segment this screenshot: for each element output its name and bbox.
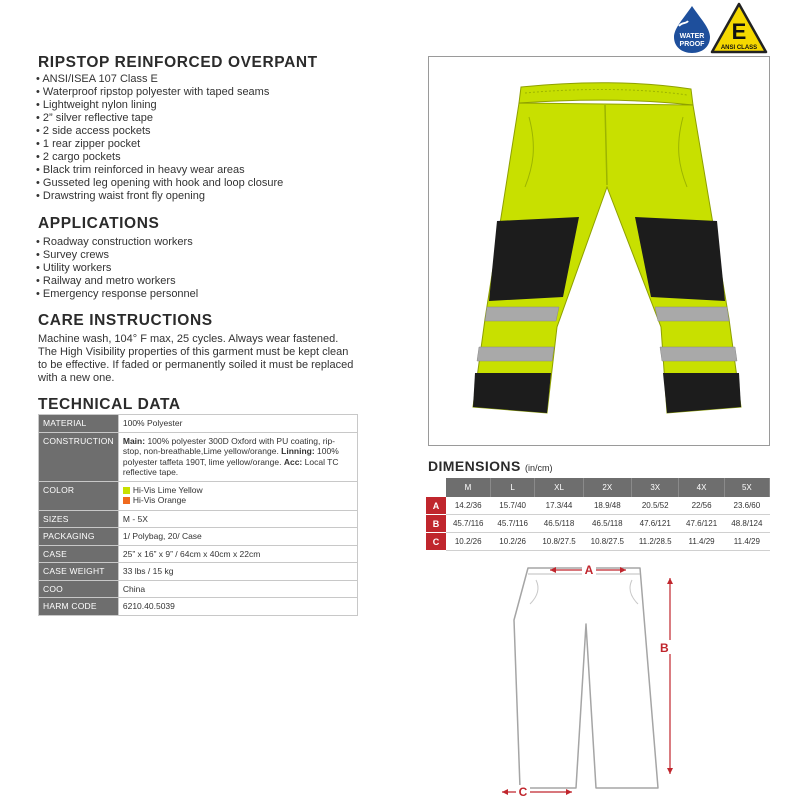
product-title: RIPSTOP REINFORCED OVERPANT (38, 54, 318, 71)
table-row (39, 432, 358, 481)
table-cell: 45.7/116 (446, 515, 490, 533)
color-name: Hi-Vis Orange (132, 495, 187, 505)
technical-heading: TECHNICAL DATA (38, 396, 181, 413)
main-text: 100% polyester 300D Oxford with PU coating, rip-stop, non-breathable,Lime yellow/orange. (122, 435, 335, 456)
label-c: C (518, 785, 528, 799)
color-value (118, 481, 357, 510)
color-name: Hi-Vis Lime Yellow (132, 484, 203, 495)
table-row (39, 580, 358, 598)
corner-cell (426, 478, 446, 497)
list-item: • Roadway construction workers (36, 236, 198, 249)
list-item: • 2” silver reflective tape (36, 112, 283, 125)
table-row (39, 481, 358, 510)
table-cell: 14.2/36 (446, 497, 490, 515)
orange-swatch (123, 497, 130, 504)
waterproof-line2: PROOF (679, 41, 705, 48)
applications-list (36, 236, 198, 301)
row-label-b: B (426, 515, 446, 533)
main-label: Main: (122, 435, 146, 446)
table-row (39, 415, 358, 433)
list-item: • 2 cargo pockets (36, 151, 283, 164)
case-label: CASE (39, 545, 119, 563)
table-row (39, 563, 358, 581)
material-value: 100% Polyester (118, 415, 357, 433)
list-item: • Utility workers (36, 262, 198, 275)
dimensions-heading (428, 458, 552, 474)
harm-code-label: HARM CODE (39, 598, 119, 616)
table-cell: 10.8/27.5 (583, 533, 631, 551)
table-row (426, 515, 770, 533)
table-row (39, 510, 358, 528)
measurement-diagram (500, 560, 700, 800)
coo-label: COO (39, 580, 119, 598)
list-item: • 1 rear zipper pocket (36, 138, 283, 151)
lining-text: 100% polyester taffeta 190T, lime yellow/orange. (122, 446, 339, 467)
row-label-c: C (426, 533, 446, 551)
table-row (39, 598, 358, 616)
lime-swatch (123, 487, 130, 494)
ansi-class-e-badge-icon (710, 2, 768, 54)
material-label: MATERIAL (39, 415, 119, 433)
waterproof-badge-icon (670, 4, 714, 54)
table-cell: 11.4/29 (724, 533, 769, 551)
table-cell: 22/56 (679, 497, 724, 515)
label-a: A (584, 563, 594, 577)
table-cell: 47.6/121 (631, 515, 678, 533)
list-item: • 2 side access pockets (36, 125, 283, 138)
size-header: 4X (679, 478, 724, 497)
packaging-value: 1/ Polybag, 20/ Case (118, 528, 357, 546)
case-weight-value: 33 lbs / 15 kg (118, 563, 357, 581)
table-cell: 46.5/118 (535, 515, 583, 533)
feature-list (36, 73, 283, 203)
acc-text: Local TC reflective tape. (122, 456, 339, 477)
dimensions-table (426, 478, 770, 551)
ansi-class-text: ANSI CLASS (720, 45, 758, 51)
table-cell: 23.6/60 (724, 497, 769, 515)
table-cell: 10.2/26 (446, 533, 490, 551)
size-header: 3X (631, 478, 678, 497)
list-item: • ANSI/ISEA 107 Class E (36, 73, 283, 86)
size-header: 5X (724, 478, 769, 497)
applications-heading: APPLICATIONS (38, 215, 160, 232)
harm-code-value: 6210.40.5039 (118, 598, 357, 616)
table-cell: 11.2/28.5 (631, 533, 678, 551)
sizes-value: M - 5X (118, 510, 357, 528)
table-cell: 45.7/116 (490, 515, 534, 533)
table-header-row (426, 478, 770, 497)
table-cell: 10.2/26 (490, 533, 534, 551)
table-row (426, 497, 770, 515)
table-row (39, 528, 358, 546)
table-row (426, 533, 770, 551)
construction-value (118, 432, 357, 481)
waterproof-line1: WATER (679, 33, 705, 40)
dimensions-title: DIMENSIONS (428, 458, 521, 474)
label-b: B (660, 641, 669, 655)
size-header: XL (535, 478, 583, 497)
technical-data-table (38, 414, 358, 616)
size-header: L (490, 478, 534, 497)
table-cell: 11.4/29 (679, 533, 724, 551)
table-cell: 15.7/40 (490, 497, 534, 515)
list-item: • Gusseted leg opening with hook and loop closure (36, 177, 283, 190)
row-label-a: A (426, 497, 446, 515)
dimensions-unit: (in/cm) (524, 463, 553, 473)
table-cell: 10.8/27.5 (535, 533, 583, 551)
table-row (39, 545, 358, 563)
list-item: • Lightweight nylon lining (36, 99, 283, 112)
size-header: M (446, 478, 490, 497)
table-cell: 47.6/121 (679, 515, 724, 533)
table-cell: 46.5/118 (583, 515, 631, 533)
color-label: COLOR (39, 481, 119, 510)
table-cell: 20.5/52 (631, 497, 678, 515)
list-item: • Drawstring waist front fly opening (36, 190, 283, 203)
case-value: 25” x 16” x 9” / 64cm x 40cm x 22cm (118, 545, 357, 563)
list-item: • Survey crews (36, 249, 198, 262)
overpant-image-icon (429, 57, 769, 445)
packaging-label: PACKAGING (39, 528, 119, 546)
table-cell: 18.9/48 (583, 497, 631, 515)
list-item: • Railway and metro workers (36, 275, 198, 288)
list-item: • Emergency response personnel (36, 288, 198, 301)
construction-label: CONSTRUCTION (39, 432, 119, 481)
table-cell: 17.3/44 (535, 497, 583, 515)
care-text: Machine wash, 104° F max, 25 cycles. Always wear fastened. The High Visibility properties of this garment must be kept clean to be effective. If faded or permanently soiled it must be replaced with a new one. (38, 333, 354, 384)
list-item: • Black trim reinforced in heavy wear areas (36, 164, 283, 177)
size-header: 2X (583, 478, 631, 497)
acc-label: Acc: (283, 456, 303, 467)
case-weight-label: CASE WEIGHT (39, 563, 119, 581)
care-heading: CARE INSTRUCTIONS (38, 312, 213, 329)
coo-value: China (118, 580, 357, 598)
list-item: • Waterproof ripstop polyester with taped seams (36, 86, 283, 99)
table-cell: 48.8/124 (724, 515, 769, 533)
lining-label: Linning: (281, 446, 315, 456)
product-photo (428, 56, 770, 446)
sizes-label: SIZES (39, 510, 119, 528)
ansi-letter: E (731, 19, 747, 44)
